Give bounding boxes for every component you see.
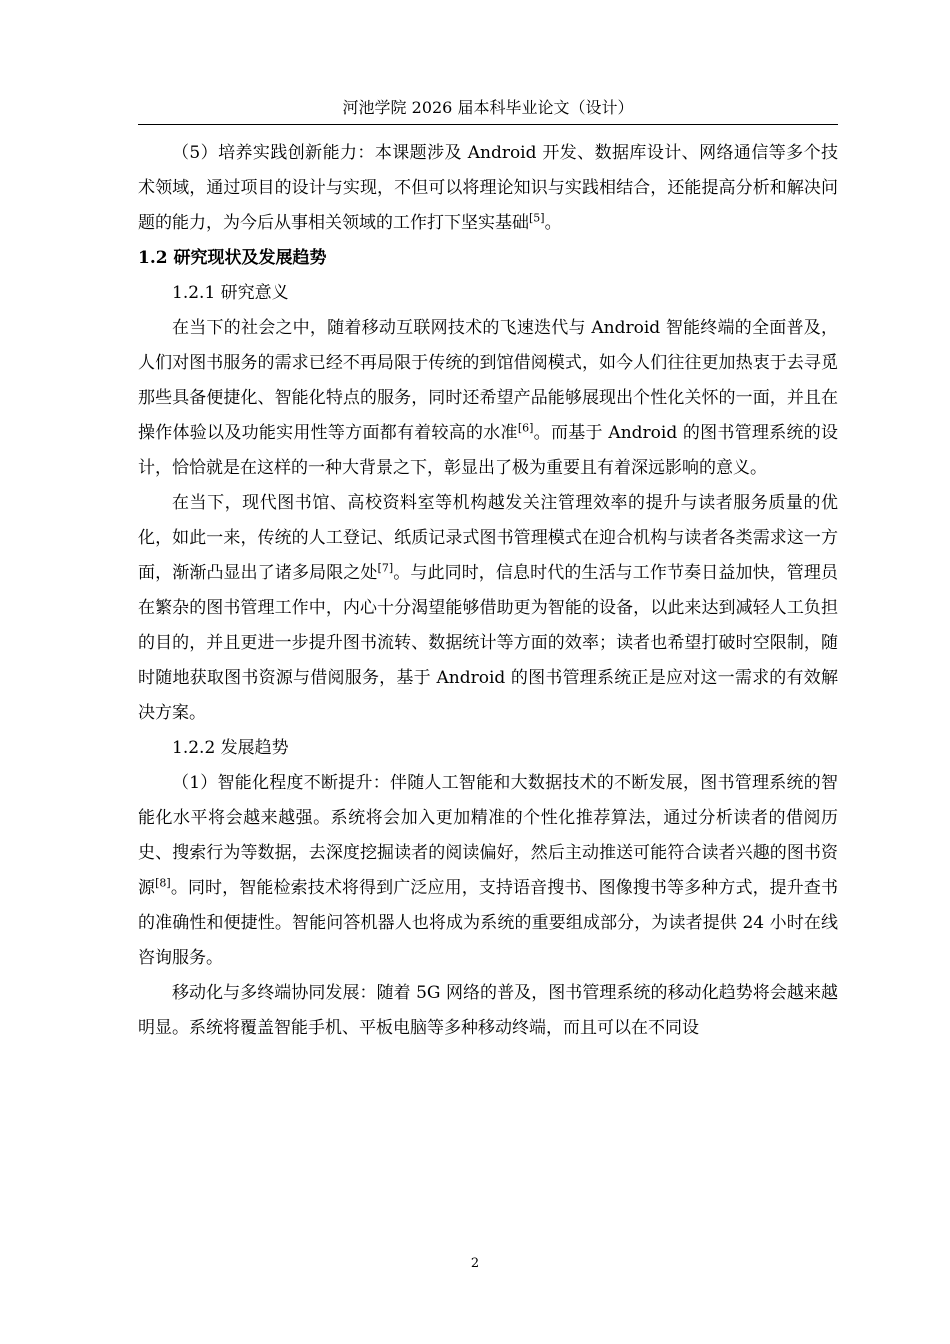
section-heading-1-2: 1.2 研究现状及发展趋势 — [138, 248, 327, 268]
paragraph-significance-1 — [138, 311, 838, 486]
citation-ref[interactable]: [7] — [377, 561, 394, 575]
paragraph-text: 在当下，现代图书馆、高校资料室等机构越发关注管理效率的提升与读者服务质量的优化，如此一来，传统的人工登记、纸质记录式图书管理模式在迎合机构与读者各类需求这一方面，渐渐凸显出了诸多局限之处 — [138, 493, 838, 583]
paragraph-text: （1）智能化程度不断提升：伴随人工智能和大数据技术的不断发展，图书管理系统的智能化水平将会越来越强。系统将会加入更加精准的个性化推荐算法，通过分析读者的借阅历史、搜索行为等数据，去深度挖掘读者的阅读偏好，然后主动推送可能符合读者兴趣的图书资源 — [138, 773, 838, 898]
paragraph-text: 移动化与多终端协同发展：随着 5G 网络的普及，图书管理系统的移动化趋势将会越来越明显。系统将覆盖智能手机、平板电脑等多种移动终端，而且可以在不同设 — [138, 983, 838, 1038]
paragraph-innovation — [138, 136, 838, 241]
paragraph-text: 。而基于 Android 的图书管理系统的设计，恰恰就是在这样的一种大背景之下，彰显出了极为重要且有着深远影响的意义。 — [138, 423, 838, 478]
paragraph-text: （5）培养实践创新能力：本课题涉及 Android 开发、数据库设计、网络通信等多个技术领域，通过项目的设计与实现，不但可以将理论知识与实践相结合，还能提高分析和解决问题的能力，为今后从事相关领域的工作打下坚实基础 — [138, 143, 838, 233]
paragraph-significance-2 — [138, 486, 838, 731]
subsection-heading-1-2-2: 1.2.2 发展趋势 — [172, 738, 289, 758]
paragraph-tail: 。 — [544, 213, 562, 233]
paragraph-text: 。与此同时，信息时代的生活与工作节奏日益加快，管理员在繁杂的图书管理工作中，内心十分渴望能够借助更为智能的设备，以此来达到减轻人工负担的目的，并且更进一步提升图书流转、数据统计等方面的效率；读者也希望打破时空限制，随时随地获取图书资源与借阅服务，基于 Android 的图书管理系统正是应对这一需求的有效解决方案。 — [138, 563, 839, 723]
citation-ref[interactable]: [5] — [529, 211, 545, 225]
subsection-heading-1-2-1: 1.2.1 研究意义 — [172, 283, 289, 303]
document-body — [138, 136, 838, 1046]
paragraph-trend-mobile — [138, 976, 838, 1046]
paragraph-trend-intelligence — [138, 766, 838, 976]
page-number: 2 — [470, 1256, 480, 1271]
citation-ref[interactable]: [8] — [155, 876, 171, 890]
paragraph-text: 在当下的社会之中，随着移动互联网技术的飞速迭代与 Android 智能终端的全面普及，人们对图书服务的需求已经不再局限于传统的到馆借阅模式，如今人们往往更加热衷于去寻觅那些具备便捷化、智能化特点的服务，同时还希望产品能够展现出个性化关怀的一面，并且在操作体验以及功能实用性等方面都有着较高的水准 — [138, 318, 838, 443]
paragraph-text: 。同时，智能检索技术将得到广泛应用，支持语音搜书、图像搜书等多种方式，提升查书的准确性和便捷性。智能问答机器人也将成为系统的重要组成部分，为读者提供 24 小时在线咨询服务。 — [138, 878, 839, 968]
header-divider — [138, 124, 838, 125]
citation-ref[interactable]: [6] — [517, 421, 534, 435]
page-header: 河池学院 2026 届本科毕业论文（设计） — [342, 98, 634, 117]
